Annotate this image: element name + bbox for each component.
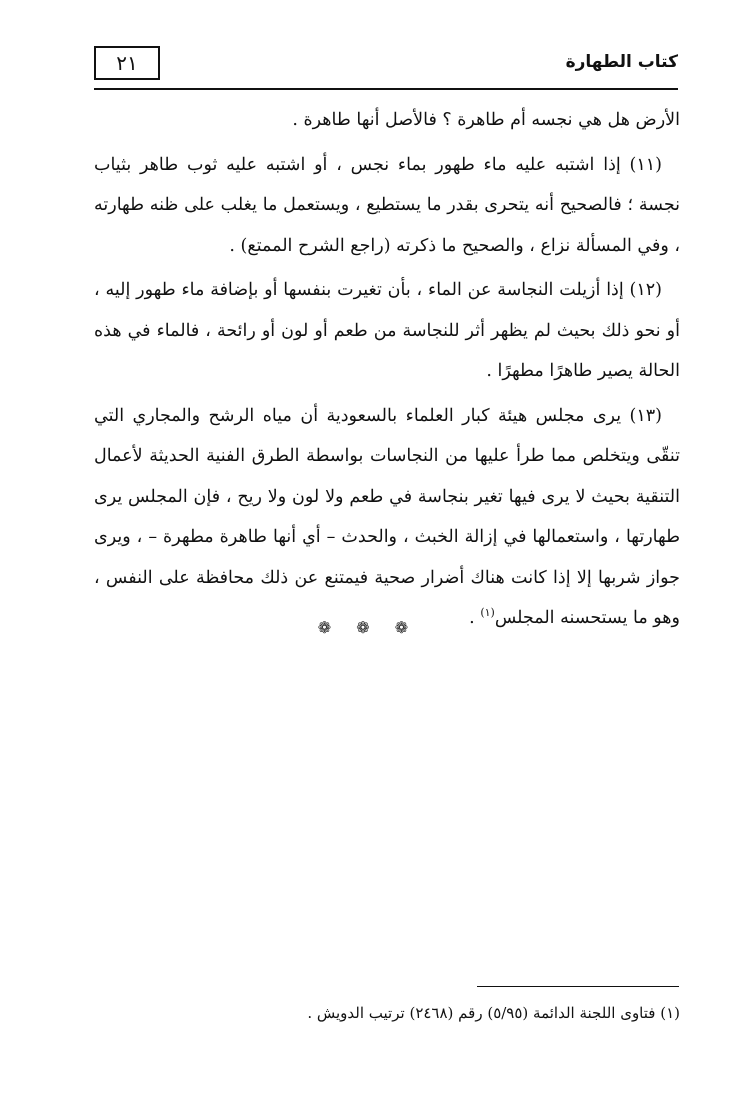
paragraph-12: (١٢) إذا أزيلت النجاسة عن الماء ، بأن تغيرت بنفسها أو بإضافة ماء طهور إليه ، أو نحو ذلك بحيث لم يظهر أثر للنجاسة من طعم أو لون أو رائحة ، فالماء في هذه الحالة يصير طاهرًا مطهرًا . xyxy=(94,280,680,381)
paragraph-11: (١١) إذا اشتبه عليه ماء طهور بماء نجس ، أو اشتبه عليه ثوب طاهر بثياب نجسة ؛ فالصحيح أنه يتحرى بقدر ما يستطيع ، ويستعمل ما يغلب على ظنه طهارته ، وفي المسألة نزاع ، والصحيح ما ذكرته (راجع الشرح الممتع) . xyxy=(94,154,680,256)
header-rule xyxy=(94,88,678,90)
footnote-rule xyxy=(477,986,679,987)
paragraph-13 xyxy=(94,396,680,639)
section-ornament: ❁ ❁ ❁ xyxy=(317,618,419,637)
paragraph-continuation: الأرض هل هي نجسه أم طاهرة ؟ فالأصل أنها طاهرة . xyxy=(292,110,680,130)
page-header xyxy=(94,46,678,92)
running-title: كتاب الطهارة xyxy=(565,52,678,72)
footnote: (١) فتاوى اللجنة الدائمة (٥/٩٥) رقم (٢٤٦٨) ترتيب الدويش . xyxy=(307,1004,680,1022)
body-text xyxy=(94,100,680,643)
page-number: ٢١ xyxy=(94,46,160,80)
footnote-reference[interactable]: (١) xyxy=(480,606,495,620)
paragraph-13-text: (١٣) يرى مجلس هيئة كبار العلماء بالسعودية أن مياه الرشح والمجاري التي تنقّى ويتخلص مما طرأ عليها من النجاسات بواسطة الطرق الفنية الحديثة لأعمال التنقية بحيث لا يرى فيها تغير بنجاسة في طعم ولا لون ولا ريح ، فإن المجلس يرى طهارتها ، واستعمالها في إزالة الخبث ، والحدث – أي أنها طاهرة مطهرة – ، ويرى جواز شربها إلا إذا كانت هناك أضرار صحية فيمتنع عن ذلك محافظة على النفس ، وهو ما يستحسنه المجلس xyxy=(94,405,680,628)
paragraph-13-end: . xyxy=(469,608,481,628)
